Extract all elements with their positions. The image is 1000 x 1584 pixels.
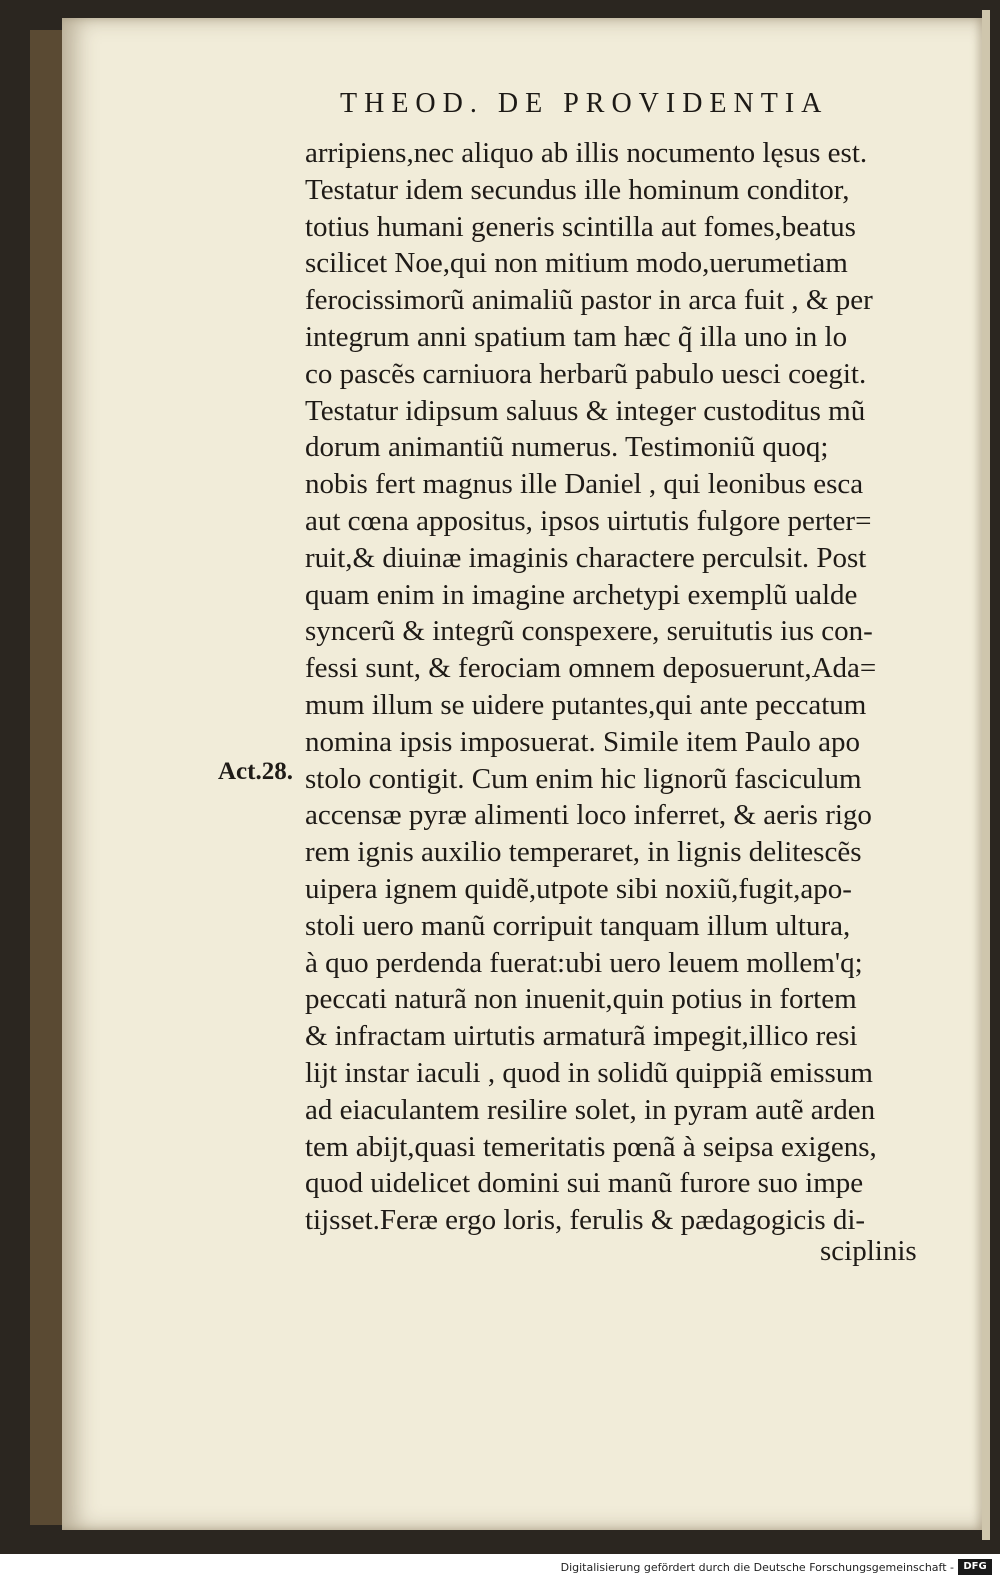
text-line: ad eiaculantem resilire solet, in pyram autẽ arden [305,1093,876,1126]
text-line: co pascẽs carniuora herbarũ pabulo uesci coegit. [305,357,867,390]
text-line: stolo contigit. Cum enim hic lignorũ fasciculum [305,762,862,795]
text-line: ferocissimorũ animaliũ pastor in arca fuit , & per [305,284,873,317]
text-line: scilicet Noe,qui non mitium modo,uerumetiam [305,247,848,280]
text-line: dorum animantiũ numerus. Testimoniũ quoq; [305,431,829,464]
body-text [305,135,965,1239]
text-line: & infractam uirtutis armaturã impegit,illico resi [305,1020,858,1053]
text-line: fessi sunt, & ferociam omnem deposuerunt,Ada= [305,652,877,685]
text-line: arripiens,nec aliquo ab illis nocumento lęsus est. [305,137,868,169]
text-line: quod uidelicet domini sui manũ furore suo impe [305,1167,864,1200]
text-line: à quo perdenda fuerat:ubi uero leuem mollem'q; [305,946,863,979]
text-line: syncerũ & integrũ conspexere, seruitutis ius con- [305,615,873,648]
text-line: nobis fert magnus ille Daniel , qui leonibus esca [305,468,864,501]
text-line: accensæ pyræ alimenti loco inferret, & aeris rigo [305,799,872,832]
text-line: uipera ignem quidẽ,utpote sibi noxiũ,fugit,apo- [305,872,852,905]
text-line: totius humani generis scintilla aut fomes,beatus [305,210,856,243]
text-line: integrum anni spatium tam hæc q̃ illa uno in lo [305,320,848,353]
text-line: stoli uero manũ corripuit tanquam illum ultura, [305,909,851,942]
margin-note: Act.28. [218,758,293,785]
text-line: quam enim in imagine archetypi exemplũ ualde [305,578,858,611]
running-head: THEOD. DE PROVIDENTIA [340,88,829,119]
text-line: lijt instar iaculi , quod in solidũ quippiã emissum [305,1056,873,1089]
page-edge [982,10,990,1540]
text-line: mum illum se uidere putantes,qui ante peccatum [305,688,867,721]
text-line: nomina ipsis imposuerat. Simile item Paulo apo [305,725,860,758]
dfg-logo: DFG [958,1559,992,1575]
text-line: aut cœna appositus, ipsos uirtutis fulgore perter= [305,504,872,537]
text-line: peccati naturã non inuenit,quin potius in fortem [305,983,857,1016]
text-line: rem ignis auxilio temperaret, in lignis delitescẽs [305,836,862,869]
footer-credit: Digitalisierung gefördert durch die Deutsche Forschungsgemeinschaft - [560,1561,954,1574]
text-line: Testatur idipsum saluus & integer custoditus mũ [305,394,866,427]
catchword: sciplinis [820,1235,917,1267]
footer-bar [0,1554,1000,1584]
text-line: Testatur idem secundus ille hominum conditor, [305,173,850,206]
binding-edge [30,30,62,1525]
text-line: tem abijt,quasi temeritatis pœnã à seipsa exigens, [305,1130,877,1163]
text-line: tijsset.Feræ ergo loris, ferulis & pædagogicis di- [305,1204,866,1237]
text-line: ruit,& diuinæ imaginis charactere perculsit. Post [305,541,867,574]
